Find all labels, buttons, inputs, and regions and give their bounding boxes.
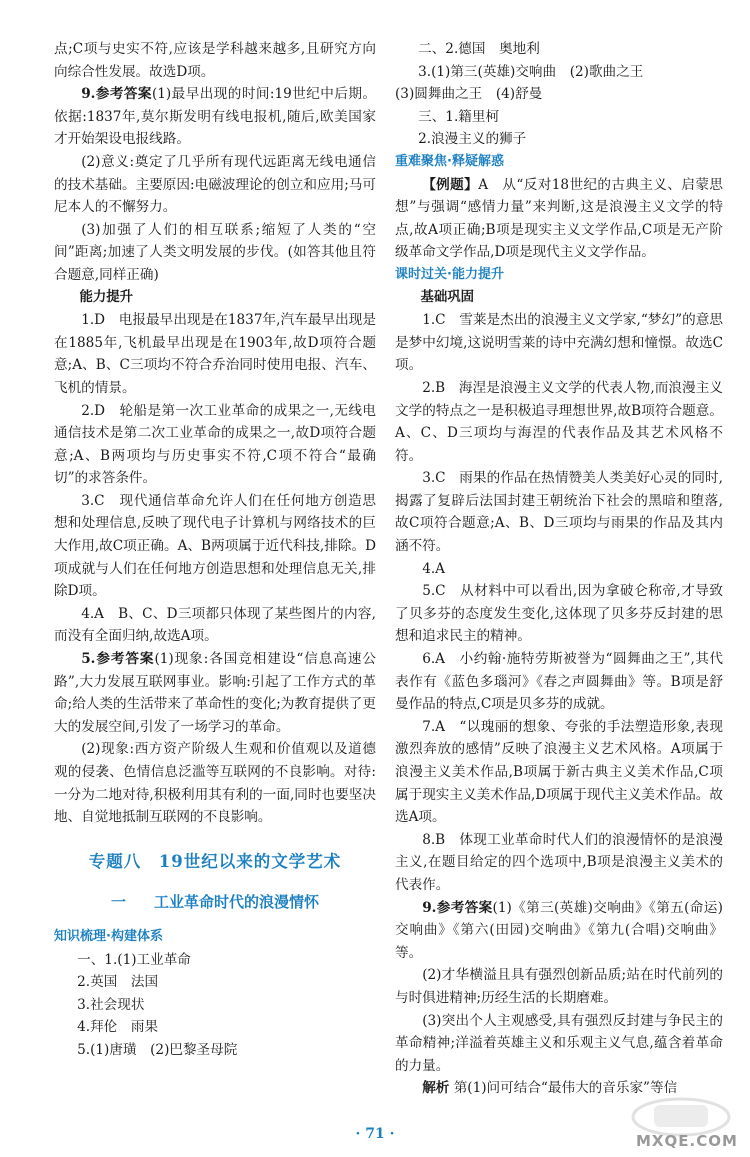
- lesson-title: [54, 891, 376, 914]
- basic-answer-5: 5.C 从材料中可以看出,因为拿破仑称帝,才导致了贝多芬的态度发生变化,这体现了贝多芬反封建的思想和追求民主的精神。: [395, 583, 723, 645]
- basic-answer-8: 8.B 体现工业革命时代人们的浪漫情怀的是浪漫主义,在题目给定的四个选项中,B项是浪漫主义美术的代表作。: [395, 831, 723, 893]
- ability-answer-5-part1: (1)现象:各国竞相建设“信息高速公路”,大力发展互联网事业。影响:引起了工作方式的革命;给人类的生活带来了革命性的变化;为教育提供了更大的发展空间,引发了一场学习的革命。: [54, 651, 376, 735]
- example-tag: 【例题】: [422, 176, 479, 193]
- answer-9-part3: (3)加强了人们的相互联系;缩短了人类的“空间”距离;加速了人类文明发展的步伐。(如答其他且符合题意,同样正确): [54, 221, 376, 283]
- ability-answer-1: 1.D 电报最早出现是在1837年,汽车最早出现是在1885年,飞机最早出现是在1903年,故D项符合题意;A、B、C三项均不符合乔治同时使用电报、汽车、飞机的情景。: [54, 312, 376, 396]
- knowledge-item-2: 2.英国 法国: [77, 974, 159, 991]
- watermark-text: MXQE.COM: [636, 1132, 738, 1150]
- answer-9-part1: (1)最早出现的时间:19世纪中后期。依据:1837年,莫尔斯发明有线电报机,随后,欧美国家才开始架设电报线路。: [54, 86, 376, 148]
- example-text: A 从“反对18世纪的古典主义、启蒙思想”与强调“感情力量”来判断,这是浪漫主义文学的特点,故A项正确;B项是现实主义文学作品,C项是无产阶级革命文学作品,D项是现代主义文学作品。: [395, 176, 723, 261]
- ability-answer-2: 2.D 轮船是第一次工业革命的成果之一,无线电通信技术是第二次工业革命的成果之一,故D项符合题意;A、B两项均与历史事实不符,C项不符合“最确切”的求答条件。: [54, 402, 376, 487]
- knowledge-item-5: 5.(1)唐璜 (2)巴黎圣母院: [77, 1041, 238, 1058]
- ability-answer-5-part2: (2)现象:西方资产阶级人生观和价值观以及道德观的侵袭、色情信息泛滥等互联网的不良影响。对待:一分为二地对待,积极利用其有利的一面,同时也要坚决地、自觉地抵制互联网的不良影响。: [54, 741, 376, 826]
- knowledge-heading: 知识梳理·构建体系: [54, 928, 163, 944]
- focus-heading: 重难聚焦·释疑解惑: [395, 153, 504, 169]
- lesson-name: 工业革命时代的浪漫情怀: [154, 893, 320, 912]
- basic-answer-7: 7.A “以瑰丽的想象、夸张的手法塑造形象,表现激烈奔放的感情”反映了浪漫主义艺术风格。A项属于浪漫主义美术作品,B项属于新古典主义美术作品,C项属于现实主义美术作品,D项属于现代主义美术作品。故选A项。: [395, 718, 723, 826]
- ability-answer-3: 3.C 现代通信革命允许人们在任何地方创造思想和处理信息,反映了现代电子计算机与网络技术的巨大作用,故C项正确。A、B两项属于近代科技,排除。D项成就与人们在任何地方创造思想和处理信息无关,排除D项。: [54, 492, 376, 600]
- basic-answer-9: [395, 897, 723, 965]
- basic-answer-3: 3.C 雨果的作品在热情赞美人类美好心灵的同时,揭露了复辟后法国封建王朝统治下社会的黑暗和堕落,故C项符合题意;A、B、D三项均与雨果的作品及其内涵不符。: [395, 470, 723, 555]
- ability-answer-5: [54, 648, 376, 738]
- analysis-text: 第(1)问可结合“最伟大的音乐家”等信: [453, 1080, 678, 1097]
- analysis-tag: 解析: [422, 1080, 450, 1097]
- basic-answer-9-part1: (1)《第三(英雄)交响曲》《第五(命运)交响曲》《第六(田园)交响曲》《第九(合唱)交响曲》等。: [395, 899, 723, 961]
- knowledge-item-7: 3.(1)第三(英雄)交响曲 (2)歌曲之王: [418, 63, 644, 80]
- left-column: [54, 38, 376, 1062]
- knowledge-item-6: 二、2.德国 奥地利: [418, 41, 540, 57]
- answer-9-part2: (2)意义:奠定了几乎所有现代远距离无线电通信的技术基础。主要原因:电磁波理论的创立和应用;马可尼本人的不懈努力。: [54, 153, 376, 216]
- basic-answer-4: 4.A: [422, 560, 445, 577]
- knowledge-item-4: 4.拜伦 雨果: [77, 1019, 159, 1036]
- basic-answer-9-part3: (3)突出个人主观感受,具有强烈反封建与争民主的革命精神;洋溢着英雄主义和乐观主义气息,蕴含着革命的力量。: [395, 1012, 723, 1074]
- basic-answer-6: 6.A 小约翰·施特劳斯被誉为“圆舞曲之王”,其代表作有《蓝色多瑙河》《春之声圆舞曲》等。B项是舒曼作品的特点,C项是贝多芬的成就。: [395, 651, 723, 713]
- ability-answer-5-label: 5.参考答案: [81, 651, 155, 668]
- right-column: [395, 38, 723, 1100]
- basic-heading: 基础巩固: [420, 289, 475, 305]
- basic-answer-2: 2.B 海涅是浪漫主义文学的代表人物,而浪漫主义文学的特点之一是积极追寻理想世界,故B项符合题意。A、C、D三项均与海涅的代表作品及其艺术风格不符。: [395, 379, 723, 464]
- basic-answer-9-label: 9.参考答案: [422, 899, 493, 916]
- knowledge-item-8: (3)圆舞曲之王 (4)舒曼: [395, 86, 543, 103]
- left-para-continuation: 点;C项与史实不符,应该是学科越来越多,且研究方向向综合性发展。故选D项。: [54, 41, 376, 80]
- basic-answer-9-part2: (2)才华横溢且具有强烈创新品质;站在时代前列的与时俱进精神;历经生活的长期磨难。: [395, 967, 723, 1006]
- basic-answer-1: 1.C 雪莱是杰出的浪漫主义文学家,“梦幻”的意思是梦中幻境,这说明雪莱的诗中充满幻想和憧憬。故选C项。: [395, 312, 723, 374]
- knowledge-item-9: 三、1.籍里柯: [418, 108, 500, 125]
- knowledge-item-1: 一、1.(1)工业革命: [77, 951, 191, 968]
- ability-answer-4: 4.A B、C、D三项都只体现了某些图片的内容,而没有全面归纳,故选A项。: [54, 605, 376, 645]
- class-heading: 课时过关·能力提升: [395, 266, 504, 282]
- knowledge-item-3: 3.社会现状: [77, 996, 145, 1013]
- ability-heading: 能力提升: [79, 289, 134, 305]
- answer-9: [54, 83, 376, 151]
- topic-title: 专题八 19世纪以来的文学艺术: [88, 851, 342, 871]
- lesson-number: 一: [110, 893, 126, 912]
- page-number: · 71 ·: [355, 1126, 395, 1142]
- answer-9-label: 9.参考答案: [81, 86, 152, 103]
- knowledge-item-10: 2.浪漫主义的狮子: [418, 131, 527, 148]
- example-answer: [395, 174, 723, 264]
